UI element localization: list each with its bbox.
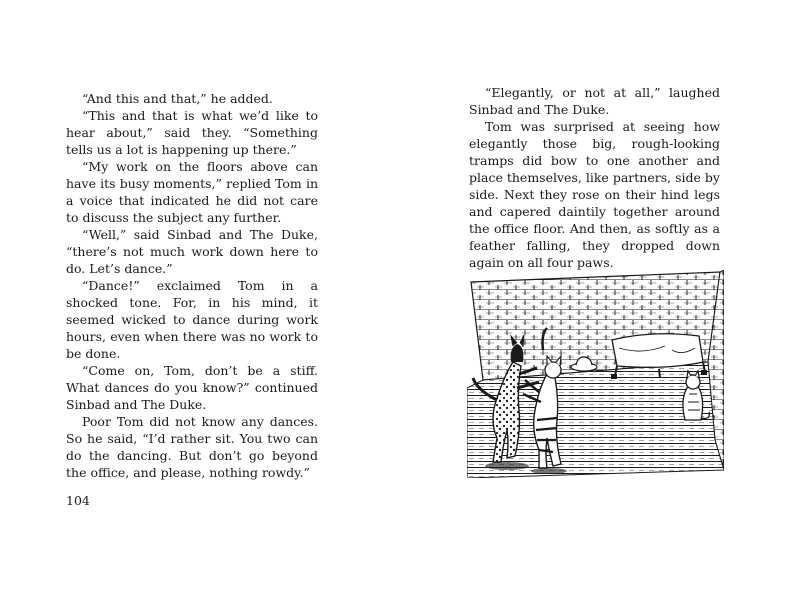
paragraph: “Well,” said Sinbad and The Duke, “there’s not much work down here to do. Let’s dance.” <box>66 227 318 276</box>
right-text-column <box>469 84 720 271</box>
paragraph: Poor Tom did not know any dances. So he said, “I’d rather sit. You two can do the dancing. But don’t go beyond the office, and please, nothing rowdy.” <box>66 414 318 480</box>
paragraph: “Dance!” exclaimed Tom in a shocked tone. For, in his mind, it seemed wicked to dance during work hours, even when there was no work to be done. <box>66 278 318 361</box>
paragraph: Tom was surprised at seeing how elegantly those big, rough-looking tramps did bow to one another and place themselves, like partners, side by side. Next they rose on their hind legs and capered daintily together around the office floor. And then, as softly as a feather falling, they dropped down again on all four paws. <box>469 119 720 270</box>
paragraph: “Elegantly, or not at all,” laughed Sinbad and The Duke. <box>469 85 720 117</box>
right-page <box>396 0 792 612</box>
page-number: 104 <box>66 493 90 508</box>
paragraph: “And this and that,” he added. <box>82 91 273 106</box>
left-text-column <box>66 90 318 481</box>
paragraph: “Come on, Tom, don’t be a stiff. What dances do you know?” continued Sinbad and The Duke. <box>66 363 318 412</box>
paragraph: “My work on the floors above can have its busy moments,” replied Tom in a voice that indicated he did not care to discuss the subject any further. <box>66 159 318 225</box>
dancing-cats-illustration <box>467 270 724 478</box>
paragraph: “This and that is what we’d like to hear about,” said they. “Something tells us a lot is happening up there.” <box>66 108 318 157</box>
